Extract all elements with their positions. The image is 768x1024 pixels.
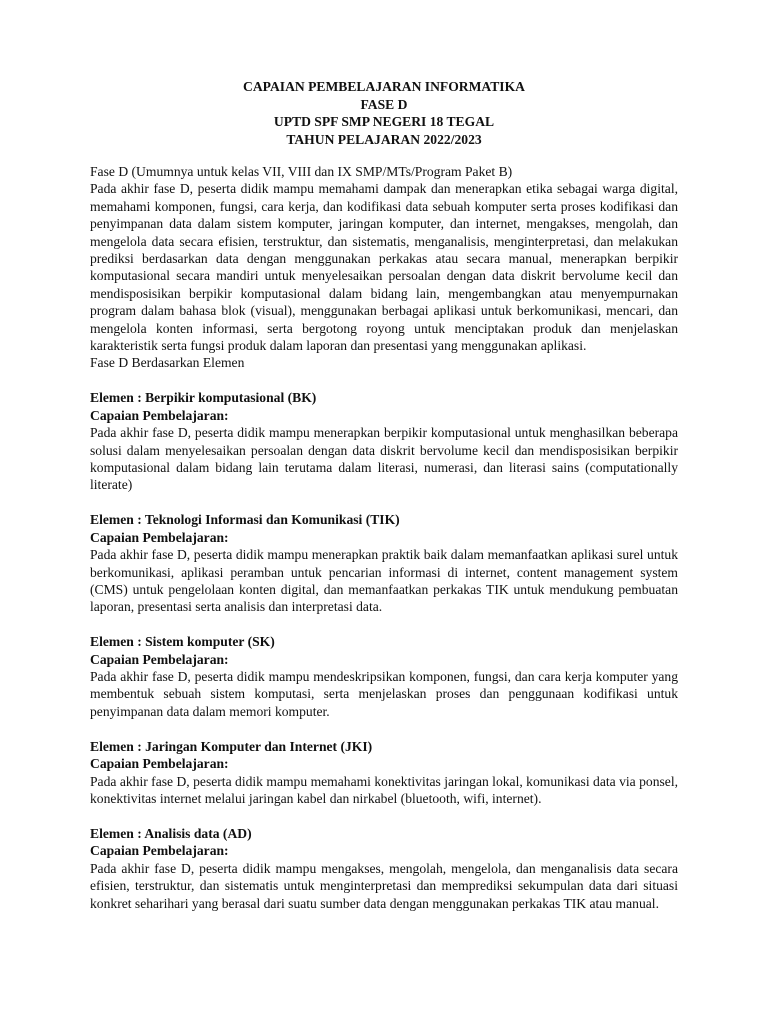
section-heading: Elemen : Sistem komputer (SK) (90, 634, 275, 650)
title-line-4: TAHUN PELAJARAN 2022/2023 (286, 131, 482, 147)
section-ad (90, 825, 678, 912)
document-page (90, 78, 678, 912)
section-text: Pada akhir fase D, peserta didik mampu memahami konektivitas jaringan lokal, komunikasi data via ponsel, konektivitas internet melalui jaringan kabel dan nirkabel (bluetooth, wifi, internet). (90, 773, 678, 806)
intro-paragraph: Pada akhir fase D, peserta didik mampu memahami dampak dan menerapkan etika sebagai warga digital, memahami komponen, fungsi, cara kerja, dan kodifikasi data sebuah komputer serta proses kodifikasi dan penyimpanan data dalam sistem komputer, jaringan komputer, dan internet, mengakses, mengolah, dan mengelola data secara efisien, terstruktur, dan sistematis, menganalisis, menginterpretasi, dan melakukan prediksi berdasarkan data dengan menggunakan perkakas atau secara manual, menerapkan berpikir komputasional secara mandiri untuk menyelesaikan persoalan dengan data diskrit bervolume kecil dan mendisposisikan berpikir komputasional dalam bidang lain, mengembangkan atau menyempurnakan program dalam bahasa blok (visual), menggunakan berbagai aplikasi untuk berkomunikasi, mencari, dan mengelola konten informasi, serta bergotong royong untuk menciptakan produk dan menjelaskan karakteristik serta fungsi produk dalam laporan dan presentasi yang menggunakan aplikasi. (90, 181, 678, 354)
section-heading: Elemen : Teknologi Informasi dan Komunikasi (TIK) (90, 512, 400, 528)
section-subheading: Capaian Pembelajaran: (90, 407, 229, 423)
title-line-2: FASE D (360, 96, 408, 112)
section-bk (90, 389, 678, 493)
section-subheading: Capaian Pembelajaran: (90, 529, 229, 545)
section-subheading: Capaian Pembelajaran: (90, 756, 229, 772)
section-text: Pada akhir fase D, peserta didik mampu menerapkan praktik baik dalam memanfaatkan aplikasi surel untuk berkomunikasi, aplikasi peramban untuk pencarian informasi di internet, content management system (CMS) untuk pengelolaan konten digital, dan memanfaatkan perkakas TIK untuk mendukung pembuatan laporan, presentasi serta analisis dan interpretasi data. (90, 547, 678, 615)
document-title (90, 78, 678, 148)
section-heading: Elemen : Analisis data (AD) (90, 825, 252, 841)
elements-label: Fase D Berdasarkan Elemen (90, 355, 245, 371)
section-subheading: Capaian Pembelajaran: (90, 651, 229, 667)
section-text: Pada akhir fase D, peserta didik mampu mendeskripsikan komponen, fungsi, dan cara kerja komputer yang membentuk sebuah sistem komputasi, serta menjelaskan proses dan penggunaan kodifikasi untuk penyimpanan data dalam memori komputer. (90, 669, 678, 719)
section-text: Pada akhir fase D, peserta didik mampu mengakses, mengolah, mengelola, dan menganalisis data secara efisien, terstruktur, dan sistematis untuk menginterpretasi dan memprediksi sekumpulan data dari situasi konkret seharihari yang berasal dari suatu sumber data dengan menggunakan perkakas TIK atau manual. (90, 860, 678, 911)
section-heading: Elemen : Jaringan Komputer dan Internet (JKI) (90, 738, 373, 754)
section-tik (90, 511, 678, 615)
intro-section (90, 163, 678, 372)
title-line-1: CAPAIAN PEMBELAJARAN INFORMATIKA (243, 79, 525, 94)
section-text: Pada akhir fase D, peserta didik mampu menerapkan berpikir komputasional untuk menghasilkan beberapa solusi dalam menyelesaikan persoalan dengan data diskrit bervolume kecil dan mendisposisikan berpikir komputasional dalam bidang lain terutama dalam literasi, numerasi, dan literasi sains (computationally literate) (90, 425, 678, 493)
title-line-3: UPTD SPF SMP NEGERI 18 TEGAL (273, 114, 495, 129)
section-subheading: Capaian Pembelajaran: (90, 843, 229, 859)
phase-label: Fase D (Umumnya untuk kelas VII, VIII dan IX SMP/MTs/Program Paket B) (90, 164, 513, 179)
section-jki (90, 738, 678, 808)
section-heading: Elemen : Berpikir komputasional (BK) (90, 390, 317, 406)
section-sk (90, 633, 678, 720)
